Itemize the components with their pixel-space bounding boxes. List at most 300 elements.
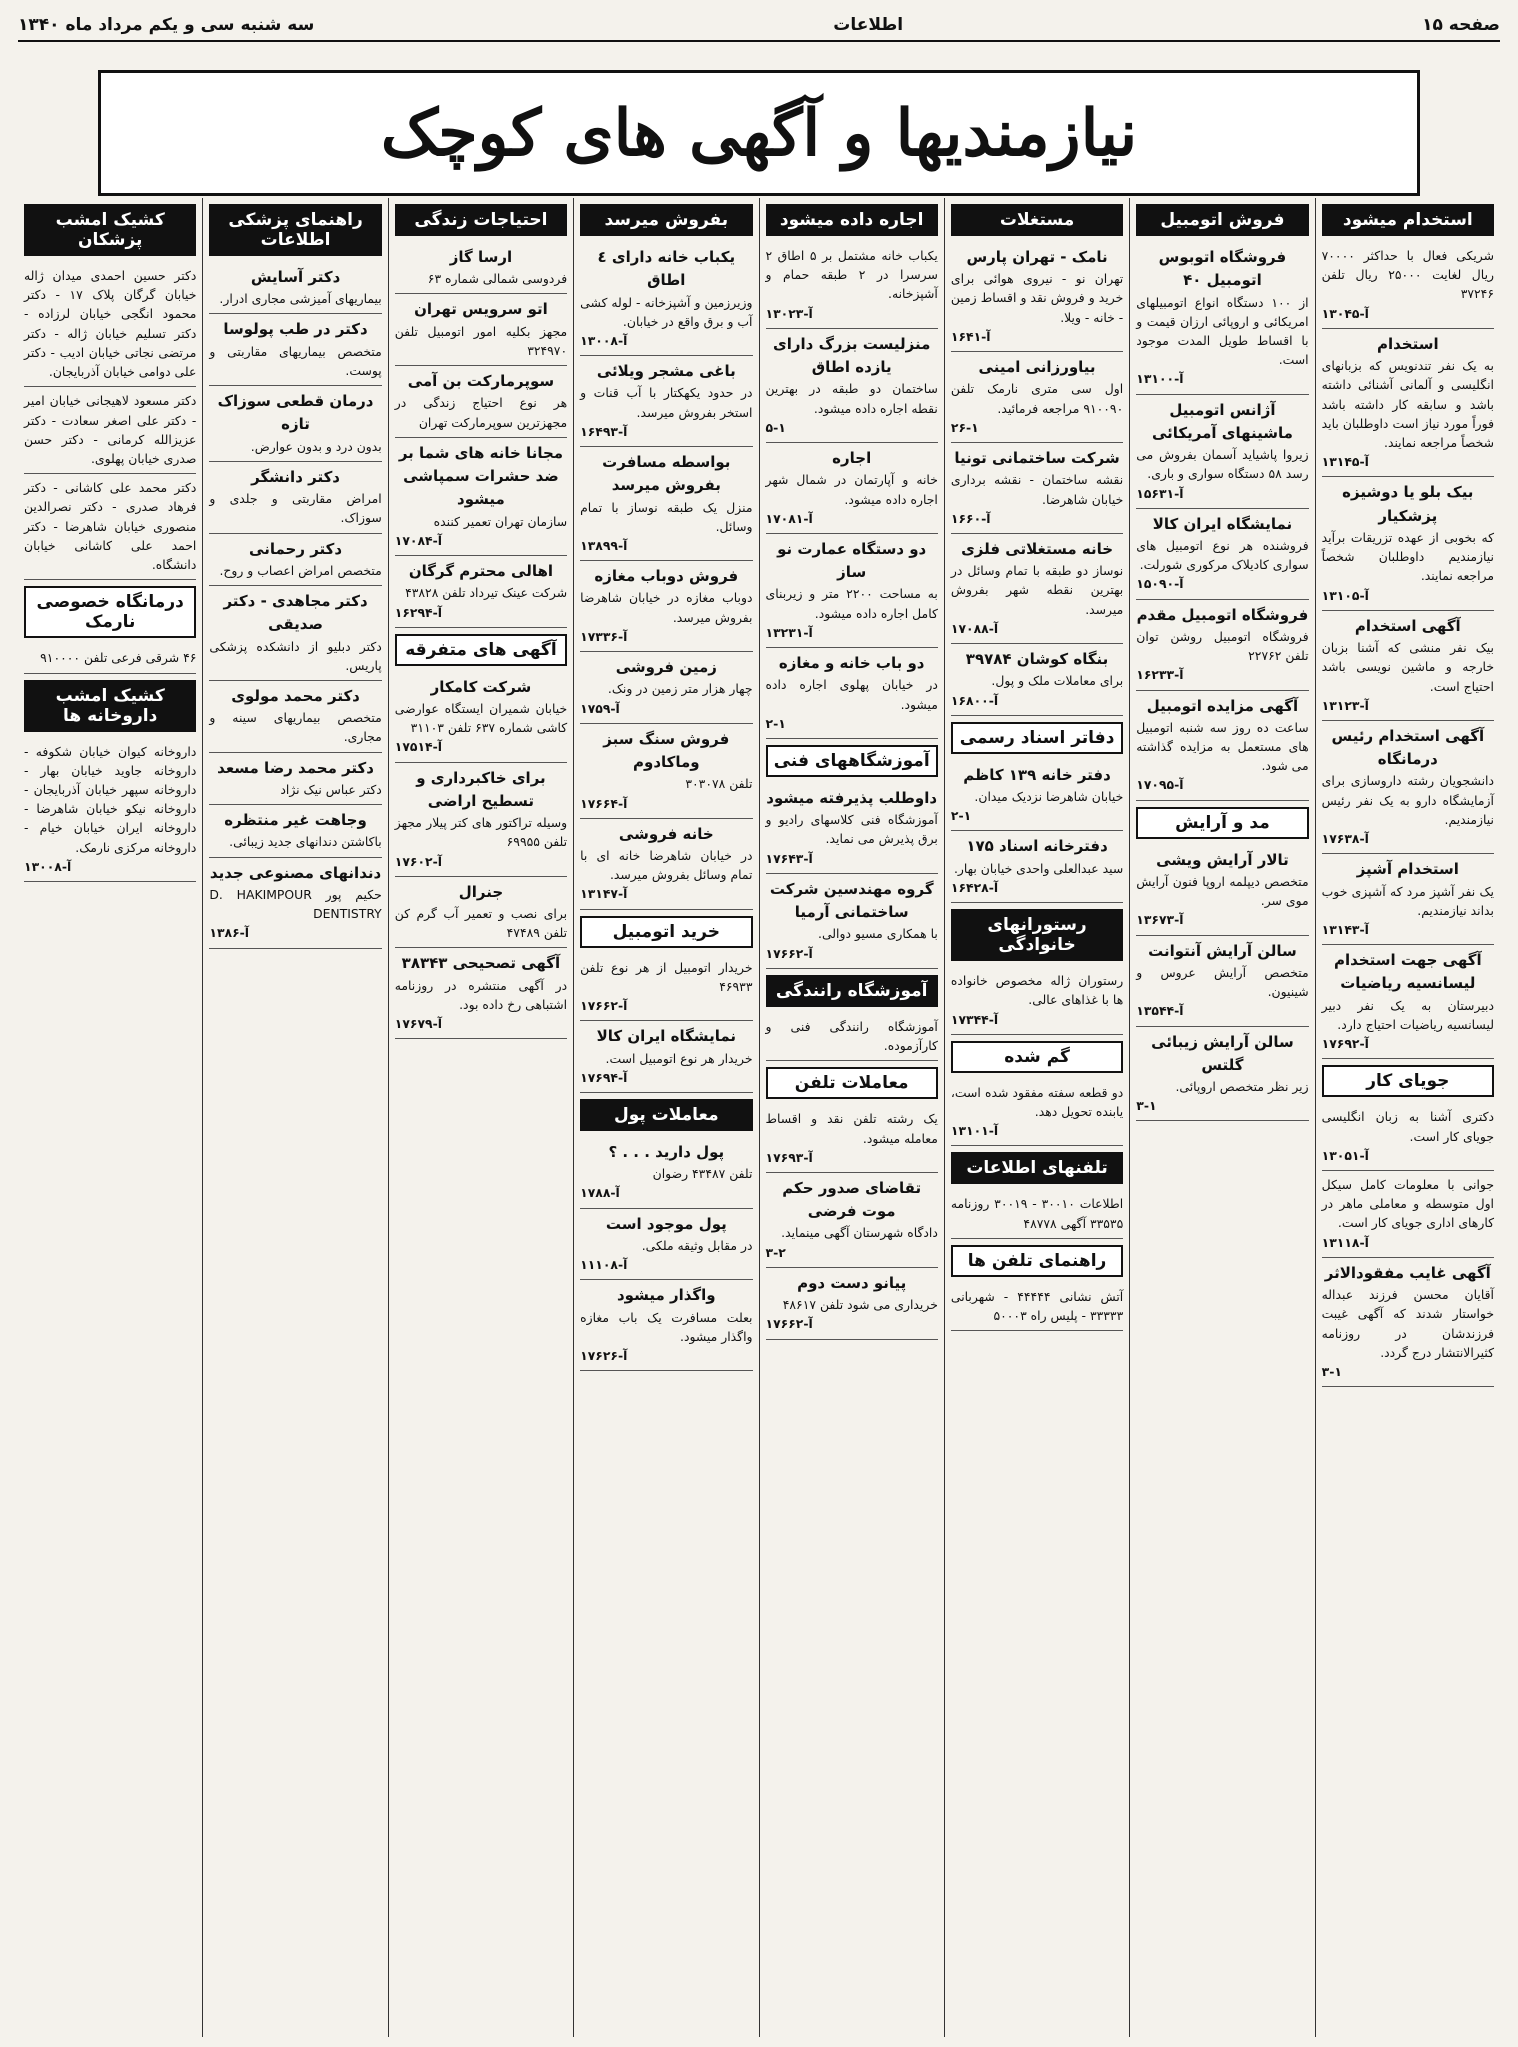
ad-code: آ-۱۳۱۲۳ (1321, 697, 1369, 713)
ad-body: در مقابل وثیقه ملکی. (641, 1237, 753, 1253)
ad-title: سوپرمارکت بن آمی (407, 372, 555, 391)
ad-title: دکتر دانشگر (251, 467, 340, 486)
section-heading: کشیک امشب داروخانه ها (24, 680, 196, 732)
ad-body: خانه و آپارتمان در شمال شهر اجاره داده میشود. (765, 472, 938, 507)
classified-ad (580, 1021, 752, 1093)
ad-body: وزیرزمین و آشپزخانه - لوله کشی آب و برق واقع در خیابان. (580, 294, 753, 329)
ad-column-5 (573, 198, 758, 2037)
ad-title: اجاره (832, 449, 872, 468)
ad-title: آژانس اتومبیل ماشینهای آمریکائی (1151, 400, 1293, 442)
ad-body: خیابان شاهرضا نزدیک میدان. (974, 789, 1124, 804)
ad-title: نمایشگاه ایران کالا (596, 1027, 737, 1046)
ad-body: فروشگاه اتومبیل روشن توان تلفن ۲۲۷۶۲ (1136, 628, 1309, 664)
classified-ad (766, 1013, 938, 1061)
classified-ad (209, 586, 381, 681)
classified-ad (766, 242, 938, 329)
section-heading: دفاتر اسناد رسمی (951, 722, 1123, 754)
ad-body: متخصص امراض اعصاب و روح. (219, 562, 382, 578)
classified-ad (395, 556, 567, 628)
ad-code: آ-۱۳۱۰۰ (1136, 371, 1184, 387)
ad-body: نقشه ساختمان - نقشه برداری خیابان شاهرضا. (950, 472, 1124, 507)
section-heading: مستغلات (951, 204, 1123, 236)
classified-ad (395, 242, 567, 294)
ad-title: فروش دوباب مغازه (594, 567, 739, 586)
classified-ad (1322, 329, 1494, 478)
ad-title: خانه مستغلاتی فلزی (961, 539, 1114, 558)
ad-title: گروه مهندسین شرکت ساختمانی آرمیا (769, 879, 934, 922)
ad-code: آ-۱۷۰۸۱ (765, 510, 813, 526)
ad-body: خیابان شمیران ایستگاه عوارضی کاشی شماره ۶۳۷ تلفن ۳۱۱۰۳ (394, 700, 568, 736)
ad-code: آ-۱۳۲۳۱ (765, 624, 813, 640)
issue-date: سه شنبه سی و یکم مرداد ماه ۱۳۴۰ (18, 15, 315, 35)
ad-body: یک نفر آشپز مرد که آشپزی خوب بداند نیازمندیم. (1321, 883, 1494, 918)
ad-body: در خیابان پهلوی اجاره داده میشود. (765, 677, 938, 712)
ad-title: فروشگاه اتومبیل مقدم (1136, 605, 1309, 624)
ad-code: آ-۱۶۶۰ (950, 510, 991, 526)
ad-code: آ-۱۶۸۰۰ (950, 692, 999, 708)
classified-ad (580, 1280, 752, 1371)
classified-ad (951, 831, 1123, 903)
ad-title: باغی مشجر ویلائی (596, 362, 736, 381)
classified-ad (209, 858, 381, 949)
ad-column-8 (18, 198, 202, 2037)
classified-ad (1322, 242, 1494, 329)
ad-body: دانشجویان رشته داروسازی برای آزمایشگاه دارو به یک نفر رئیس نیازمندیم. (1321, 773, 1494, 827)
ad-body: دبیرستان به یک نفر دبیر لیسانسیه ریاضیات احتیاج دارد. (1321, 997, 1494, 1032)
ad-title: جنرال (458, 882, 504, 901)
classified-ad (395, 948, 567, 1039)
ad-code: آ-۱۷۶۶۲ (765, 945, 813, 961)
classified-ad (951, 644, 1123, 716)
ad-code: آ-۱۷۶۷۹ (394, 1016, 442, 1032)
ad-title: خانه فروشی (618, 824, 714, 843)
classified-ad (1322, 721, 1494, 854)
ad-title: استخدام (1376, 334, 1439, 353)
ad-code: آ-۱۷۵۹ (580, 700, 620, 716)
classified-ad (395, 672, 567, 763)
ad-column-3 (944, 198, 1129, 2037)
ad-code: آ-۱۳۱۴۷ (580, 886, 628, 902)
ad-code: آ-۱۳۱۴۵ (1321, 454, 1369, 470)
classified-ad (1322, 854, 1494, 945)
classified-ad (1322, 1171, 1494, 1258)
ad-body: دادگاه شهرستان آگهی مینماید. (781, 1225, 938, 1241)
ad-code: آ-۱۷۰۸۸ (950, 620, 999, 636)
ad-code: ۳-۲ (765, 1244, 786, 1260)
classified-ad (580, 356, 752, 447)
classifieds-banner (98, 70, 1420, 196)
classified-ad (580, 652, 752, 724)
classified-ad (580, 1137, 752, 1209)
ad-body: سید عبدالعلی واحدی خیابان بهار. (953, 860, 1124, 876)
ad-body: منزل یک طبقه نوساز با تمام وسائل. (580, 499, 753, 534)
classified-ad (209, 681, 381, 753)
ad-title: ارسا گاز (449, 248, 513, 266)
ad-title: داوطلب پذیرفته میشود (766, 789, 938, 807)
ad-title: بیک بلو یا دوشیزه پزشکیار (1342, 483, 1474, 525)
ad-body: فروشنده هر نوع اتومبیل های سواری کادیلاک مرکوری شورلت. (1136, 538, 1309, 573)
ad-body: شرکت عینک تیرداد تلفن ۴۳۸۲۸ (405, 585, 568, 601)
ad-title: تالار آرایش ویشی (1156, 850, 1289, 869)
classified-ad (1136, 845, 1308, 936)
ad-body: هر نوع احتیاج زندگی در مجهزترین سوپرمارکت تهران (394, 395, 568, 430)
ad-code: آ-۱۷۶۶۲ (765, 1316, 813, 1332)
ad-body: زیر نظر متخصص اروپائی. (1175, 1079, 1309, 1094)
ad-title: برای خاکبرداری و تسطیح اراضی (416, 768, 546, 810)
ad-body: ساختمان دو طبقه در بهترین نقطه اجاره داده میشود. (765, 381, 938, 416)
classified-ad (209, 753, 381, 805)
ad-body: دکتر دبلیو از دانشکده پزشکی پاریس. (209, 638, 382, 673)
ad-body: وسیله تراکتور های کتر پیلار مجهز تلفن ۶۹۹۵۵ (394, 815, 568, 850)
banner-title: نیازمندیها و آگهی های کوچک (380, 95, 1138, 171)
ad-title: تقاضای صدور حکم موت فرضی (782, 1178, 922, 1221)
ad-column-6 (388, 198, 573, 2037)
ad-code: آ-۱۳۵۴۴ (1136, 1003, 1184, 1019)
section-heading: آموزشگاه رانندگی (766, 975, 938, 1007)
classified-ad (580, 447, 752, 561)
classified-ad (1136, 242, 1308, 395)
classified-ad (209, 314, 381, 386)
ad-code: آ-۱۷۰۸۴ (394, 532, 442, 548)
classified-ad (951, 352, 1123, 443)
ad-body: شریکی فعال با حداکثر ۷۰۰۰۰ ریال لغایت ۲۵۰۰۰ ریال تلفن ۳۷۲۴۶ (1321, 248, 1495, 302)
classified-ad (209, 386, 381, 462)
ad-body: آقایان محسن فرزند عبداله خواستار شدند که آگهی غیبت فرزندشان در روزنامه کثیرالانتشار درج گردد. (1321, 1287, 1494, 1360)
classified-ad (766, 329, 938, 443)
ad-title: بیاورزانی امینی (978, 358, 1096, 377)
classified-ad (209, 462, 381, 534)
ad-column-1 (1315, 198, 1500, 2037)
ad-title: شرکت ساختمانی تونیا (954, 449, 1120, 468)
ad-body: تلفن ۳۰۳۰۷۸ (685, 776, 753, 792)
ad-body: دو قطعه سفته مفقود شده است، یابنده تحویل دهد. (950, 1084, 1124, 1119)
ad-code: آ-۱۷۶۹۲ (1321, 1036, 1369, 1052)
ad-title: آگهی مزایده اتومبیل (1146, 696, 1299, 715)
classified-ad (766, 1105, 938, 1173)
ad-title: دکتر رحمانی (249, 539, 343, 558)
classified-ad (1136, 395, 1308, 509)
ad-code: ۵-۱ (765, 419, 786, 435)
ad-code: آ-۱۳۱۱۸ (1321, 1234, 1369, 1250)
ad-code: آ-۱۵۶۳۱ (1136, 485, 1184, 501)
classified-ad (395, 438, 567, 556)
classified-ad (580, 561, 752, 652)
classified-ad (1136, 936, 1308, 1027)
ad-column-2 (1129, 198, 1314, 2037)
ad-code: آ-۱۷۳۴۴ (950, 1011, 999, 1027)
ad-title: دکتر محمد مولوی (231, 686, 360, 705)
ad-title: سالن آرایش زیبائی گلتس (1151, 1032, 1294, 1074)
ad-body: تهران نو - نیروی هوائی برای خرید و فروش نقد و اقساط زمین - خانه - ویلا. (950, 271, 1124, 325)
ad-body: بعلت مسافرت یک باب مغازه واگذار میشود. (580, 1309, 753, 1344)
ad-column-7 (202, 198, 387, 2037)
classified-ad (395, 763, 567, 877)
ad-body: در خیابان شاهرضا خانه ای با تمام وسائل بفروش میرسد. (580, 848, 753, 883)
ad-body: با همکاری مسیو دوالی. (818, 926, 938, 942)
ad-body: برای نصب و تعمیر آب گرم کن تلفن ۴۷۴۸۹ (394, 906, 568, 941)
ad-body: تلفن ۴۳۴۸۷ رضوان (652, 1166, 753, 1182)
ad-body: امراض مقاربتی و جلدی و سوزاک. (209, 491, 382, 526)
classified-ad (1322, 945, 1494, 1059)
classified-ad (24, 474, 196, 580)
ad-title: دکتر مجاهدی - دکتر صدیقی (223, 592, 368, 634)
ad-code: آ-۱۳۶۷۳ (1136, 912, 1184, 928)
ad-code: آ-۱۳۱۰۵ (1321, 587, 1369, 603)
ad-body: برای معاملات ملک و پول. (991, 673, 1124, 689)
ad-body: یکباب خانه مشتمل بر ۵ اطاق ۲ سرسرا در ۲ طبقه حمام و آشپزخانه. (765, 248, 938, 302)
ad-body: زیروا پاشیاید آسمان بفروش می رسد ۵۸ دستگاه سواری و باری. (1136, 447, 1309, 482)
ad-title: فروش سنگ سبز وماکادوم (603, 729, 730, 772)
classified-ad (951, 1190, 1123, 1238)
ad-body: در آگهی منتشره در روزنامه اشتباهی رخ داده بود. (394, 977, 568, 1012)
ad-body: یک رشته تلفن نقد و اقساط معامله میشود. (765, 1111, 938, 1146)
ad-body: متخصص بیماریهای سینه و مجاری. (209, 710, 382, 745)
ad-title: دکتر در طب پولوسا (223, 320, 368, 339)
section-heading: درمانگاه خصوصی نارمک (24, 586, 196, 638)
ad-title: زمین فروشی (615, 658, 717, 677)
ad-code: آ-۱۷۶۶۴ (580, 795, 628, 811)
ad-body: بدون درد و بدون عوارض. (250, 438, 382, 454)
ad-code: آ-۱۷۶۶۲ (580, 998, 628, 1014)
ad-title: دکتر محمد رضا مسعد (217, 758, 374, 777)
ad-body: باکاشتن دندانهای جدید زیبائی. (229, 834, 382, 850)
classified-ad (580, 1209, 752, 1281)
ad-code: آ-۱۵۰۹۰ (1136, 576, 1184, 592)
ad-code: آ-۱۶۴۹۳ (580, 423, 628, 439)
section-heading: کشیک امشب پزشکان (24, 204, 196, 256)
ad-code: آ-۱۷۶۹۳ (765, 1149, 813, 1165)
ad-body: آموزشگاه رانندگی فنی و کارآزموده. (765, 1018, 938, 1054)
ad-title: دو باب خانه و مغازه (778, 654, 925, 673)
ad-body: دکتری آشنا به زبان انگلیسی جویای کار است. (1321, 1109, 1494, 1144)
classified-ad (951, 1079, 1123, 1147)
ad-body: دوباب مغازه در خیابان شاهرضا بفروش میرسد. (580, 590, 753, 625)
ad-body: بیماریهای آمیزشی مجاری ادرار. (219, 291, 382, 307)
section-heading: اجاره داده میشود (766, 204, 938, 236)
ad-title: سالن آرایش آنتوانت (1148, 941, 1297, 960)
ad-body: متخصص بیماریهای مقاربتی و پوست. (209, 343, 382, 378)
ad-code: آ-۱۷۶۳۸ (1321, 831, 1369, 847)
classified-ad (24, 262, 196, 387)
section-heading: راهنمای تلفن ها (951, 1245, 1123, 1277)
section-heading: تلفنهای اطلاعات (951, 1152, 1123, 1184)
classified-ad (395, 877, 567, 949)
classified-ad (24, 738, 196, 883)
ad-code: آ-۱۷۶۴۳ (765, 850, 813, 866)
ad-body: که بخوبی از عهده تزریقات برآید نیازمندیم داوطلبان شخصاً مراجعه نمایند. (1321, 529, 1494, 584)
ad-title: دفتر خانه ۱۳۹ کاظم (963, 765, 1111, 784)
classified-ad (1136, 1027, 1308, 1122)
ad-code: آ-۱۷۳۳۶ (580, 628, 628, 644)
ad-body: فردوسی شمالی شماره ۶۳ (427, 271, 568, 287)
ad-code: آ-۱۳۸۶ (209, 925, 250, 941)
ad-body: خریدار هر نوع اتومبیل است. (605, 1050, 753, 1066)
ad-title: آگهی جهت استخدام لیسانسیه ریاضیات (1334, 951, 1482, 993)
ad-title: آگهی استخدام (1354, 616, 1461, 635)
ad-body: حکیم پور D. HAKIMPOUR DENTISTRY (209, 886, 382, 922)
classified-ad (951, 242, 1123, 352)
ad-title: پیانو دست دوم (797, 1273, 907, 1292)
classified-ad (951, 967, 1123, 1035)
ad-column-4 (759, 198, 944, 2037)
section-heading: جویای کار (1322, 1065, 1494, 1097)
ad-body: داروخانه کیوان خیابان شکوفه - داروخانه جاوید خیابان بهار - داروخانه سپهر خیابان آذربایجان - داروخانه نیکو خیابان شاهرضا - داروخانه ایران خیابان خیام - داروخانه مرکزی نارمک. (24, 743, 197, 855)
classified-ad (766, 534, 938, 648)
ad-body: ساعت ده روز سه شنبه اتومبیل های مستعمل به مزایده گذاشته می شود. (1136, 719, 1309, 774)
ad-body: متخصص آرایش عروس و شینیون. (1136, 964, 1309, 1000)
classified-ad (1322, 1258, 1494, 1387)
ad-code: آ-۱۳۰۴۵ (1321, 305, 1369, 321)
section-heading: آگهی های متفرقه (395, 634, 567, 666)
ad-title: بواسطه مسافرت بفروش میرسد (602, 453, 731, 495)
ad-code: ۲۶-۱ (950, 419, 979, 435)
ad-body: ۴۶ شرقی فرعی تلفن ۹۱۰۰۰۰ (40, 650, 197, 666)
ad-code: آ-۱۱۱۰۸ (580, 1257, 628, 1273)
ad-code: آ-۱۷۶۰۲ (394, 853, 442, 869)
ad-body: به مساحت ۲۲۰۰ متر و زیربنای کامل اجاره داده میشود. (765, 586, 938, 621)
ad-title: آگهی غایب مفقودالاثر (1324, 1263, 1491, 1282)
classified-ad (1136, 509, 1308, 600)
classified-ad (766, 443, 938, 534)
classified-ad (1322, 477, 1494, 610)
ad-body: آتش نشانی ۴۴۴۴۴ - شهربانی ۳۳۳۳۳ - پلیس راه ۵۰۰۰۳ (950, 1288, 1124, 1324)
ad-code: آ-۱۷۰۹۵ (1136, 777, 1184, 793)
ad-body: چهار هزار متر زمین در ونک. (607, 681, 753, 697)
ad-title: دندانهای مصنوعی جدید (209, 863, 382, 882)
ad-body: در حدود یکهکتار با آب قنات و استخر بفروش میرسد. (580, 385, 753, 420)
ad-code: آ-۱۶۲۹۴ (394, 604, 442, 620)
ad-body: دکتر مسعود لاهیجانی خیابان امیر - دکتر علی اصغر سعادت - دکتر عزیزالله کرمانی - دکتر حسن صدری خیابان پهلوی. (24, 393, 197, 466)
ad-code: آ-۱۳۰۰۸ (24, 858, 72, 874)
section-heading: گم شده (951, 1041, 1123, 1073)
ad-title: درمان قطعی سوزاک تازه (217, 392, 374, 434)
ad-title: مجانا خانه های شما بر ضد حشرات سمپاشی میشود (398, 443, 564, 509)
ad-code: آ-۱۷۶۹۴ (580, 1069, 628, 1085)
classified-ad (1136, 691, 1308, 801)
ad-title: دکتر آسایش (250, 268, 341, 286)
ad-title: بنگاه کوشان ۳۹۷۸۴ (965, 650, 1109, 669)
ad-code: آ-۱۳۰۲۳ (765, 305, 813, 321)
classified-ad (395, 294, 567, 366)
classified-ad (24, 644, 196, 673)
ad-code: آ-۱۳۱۴۳ (1321, 922, 1369, 937)
classified-ad (1322, 1103, 1494, 1171)
ad-code: ۳-۱ (1321, 1364, 1342, 1380)
classified-ad (951, 1283, 1123, 1331)
classified-ad (580, 242, 752, 356)
section-heading: راهنمای پزشکی اطلاعات (209, 204, 381, 256)
classified-ad (951, 760, 1123, 832)
section-heading: استخدام میشود (1322, 204, 1494, 236)
ad-code: آ-۱۷۵۱۴ (394, 739, 442, 755)
section-heading: احتیاجات زندگی (395, 204, 567, 236)
classified-ad (24, 387, 196, 474)
ad-body: سازمان تهران تعمیر کننده (433, 513, 568, 529)
ad-title: دو دستگاه عمارت نو ساز (777, 539, 927, 582)
ad-title: پول دارید . . . ؟ (608, 1143, 725, 1161)
ad-body: دکتر حسین احمدی میدان ژاله خیابان گرگان پلاک ۱۷ - دکتر محمود انگجی خیابان لرزاده - دکتر تسلیم خیابان ژاله - دکتر مرتضی نجاتی خیابان ادیب - دکتر علی دوامی خیابان آذربایجان. (24, 268, 197, 380)
ad-body: آموزشگاه فنی کلاسهای رادیو و برق پذیرش می نماید. (765, 812, 938, 847)
classified-ad (1322, 611, 1494, 721)
ad-title: نمایشگاه ایران کالا (1152, 514, 1293, 533)
ad-title: شرکت کامکار (430, 677, 532, 696)
section-heading: رستورانهای خانوادگی (951, 909, 1123, 961)
ad-body: اول سی متری نارمک تلفن ۹۱۰۰۹۰ مراجعه فرمائید. (950, 381, 1124, 416)
ad-code: آ-۱۷۶۲۶ (580, 1348, 628, 1364)
section-heading: خرید اتومبیل (580, 916, 752, 948)
ad-body: به یک نفر تندنویس که بزبانهای انگلیسی و آلمانی آشنائی داشته باشد و سابقه کار داشته باشد فوراً مورد نیاز است داوطلبان باید شخصاً مراجعه نمایند. (1321, 358, 1494, 450)
ad-body: از ۱۰۰ دستگاه انواع اتومبیلهای امریکائی و اروپائی ارزان قیمت و با اقساط طویل المدت موجود است. (1136, 294, 1309, 368)
classified-ad (209, 534, 381, 586)
ad-title: فروشگاه اتوبوس اتومبیل ۴۰ (1158, 248, 1287, 290)
ad-code: آ-۱۶۲۳۳ (1136, 667, 1184, 683)
ad-body: خریدار اتومبیل از هر نوع تلفن ۴۶۹۳۳ (580, 959, 753, 994)
classified-ad (580, 724, 752, 819)
ad-code: آ-۱۳۸۹۹ (580, 538, 628, 553)
ad-code: آ-۱۶۴۱ (950, 328, 991, 344)
ad-title: اهالی محترم گرگان (408, 562, 554, 581)
classified-ad (766, 648, 938, 739)
page-header (18, 10, 1500, 42)
ad-title: آگهی تصحیحی ۳۸۳۴۳ (401, 954, 561, 973)
ad-title: یکباب خانه دارای ٤ اطاق (597, 248, 736, 290)
ad-body: رستوران ژاله مخصوص خانواده ها با غذاهای عالی. (950, 973, 1124, 1008)
section-heading: معاملات پول (580, 1099, 752, 1131)
classified-ad (766, 874, 938, 969)
classified-ad (951, 443, 1123, 534)
ad-code: آ-۱۳۰۰۸ (580, 332, 628, 348)
ad-body: نوساز دو طبقه با تمام وسائل در بهترین نقطه شهر بفروش میرسد. (950, 563, 1124, 617)
ad-title: منزلیست بزرگ دارای یازده اطاق (772, 334, 931, 377)
ad-body: دکتر عباس نیک نژاد (280, 781, 382, 797)
page-number: صفحه ۱۵ (1422, 15, 1500, 35)
classified-ad (766, 1268, 938, 1340)
ad-body: جوانی با معلومات کامل سیکل اول متوسطه و معاملی ماهر در کارهای اداری جویای کار است. (1321, 1177, 1494, 1231)
classified-ad (766, 1173, 938, 1268)
ad-body: متخصص دیپلمه اروپا فنون آرایش موی سر. (1136, 873, 1309, 909)
ad-code: ۲-۱ (950, 808, 972, 824)
ad-title: آگهی استخدام رئیس درمانگاه (1331, 726, 1485, 769)
classified-ad (580, 819, 752, 910)
ad-body: خریداری می شود تلفن ۴۸۶۱۷ (782, 1297, 938, 1313)
ad-title: پول موجود است (605, 1214, 727, 1233)
section-heading: آموزشگاههای فنی (766, 745, 938, 777)
paper-name: اطلاعات (833, 15, 904, 35)
ad-title: اتو سرویس تهران (414, 300, 548, 319)
ad-code: آ-۱۶۴۲۸ (950, 879, 999, 895)
ad-columns (18, 198, 1500, 2037)
classified-ad (1136, 600, 1308, 691)
section-heading: فروش اتومبیل (1136, 204, 1308, 236)
ad-title: نامک - تهران پارس (966, 248, 1108, 266)
ad-title: وجاهت غیر منتظره (224, 811, 367, 830)
section-heading: معاملات تلفن (766, 1067, 938, 1099)
section-heading: مد و آرایش (1136, 807, 1308, 839)
section-heading: بفروش میرسد (580, 204, 752, 236)
classified-ad (209, 805, 381, 857)
classified-ad (580, 954, 752, 1022)
ad-code: آ-۱۳۰۵۱ (1321, 1147, 1369, 1163)
classified-ad (766, 783, 938, 874)
ad-title: دفترخانه اسناد ۱۷۵ (966, 837, 1108, 856)
ad-code: ۲-۱ (765, 715, 786, 731)
ad-body: بیک نفر منشی که آشنا بزبان خارجه و ماشین نویسی باشد احتیاج است. (1321, 640, 1494, 694)
ad-body: دکتر محمد علی کاشانی - دکتر فرهاد صدری - دکتر نصرالدین منصوری خیابان شاهرضا - دکتر احمد علی کاشانی خیابان دانشگاه. (24, 480, 197, 573)
classified-ad (395, 366, 567, 438)
classified-ad (209, 262, 381, 314)
ad-title: واگذار میشود (616, 1286, 716, 1305)
ad-body: اطلاعات ۳۰۰۱۰ - ۳۰۰۱۹ روزنامه ۳۳۵۳۵ آگهی ۴۸۷۷۸ (950, 1196, 1124, 1231)
